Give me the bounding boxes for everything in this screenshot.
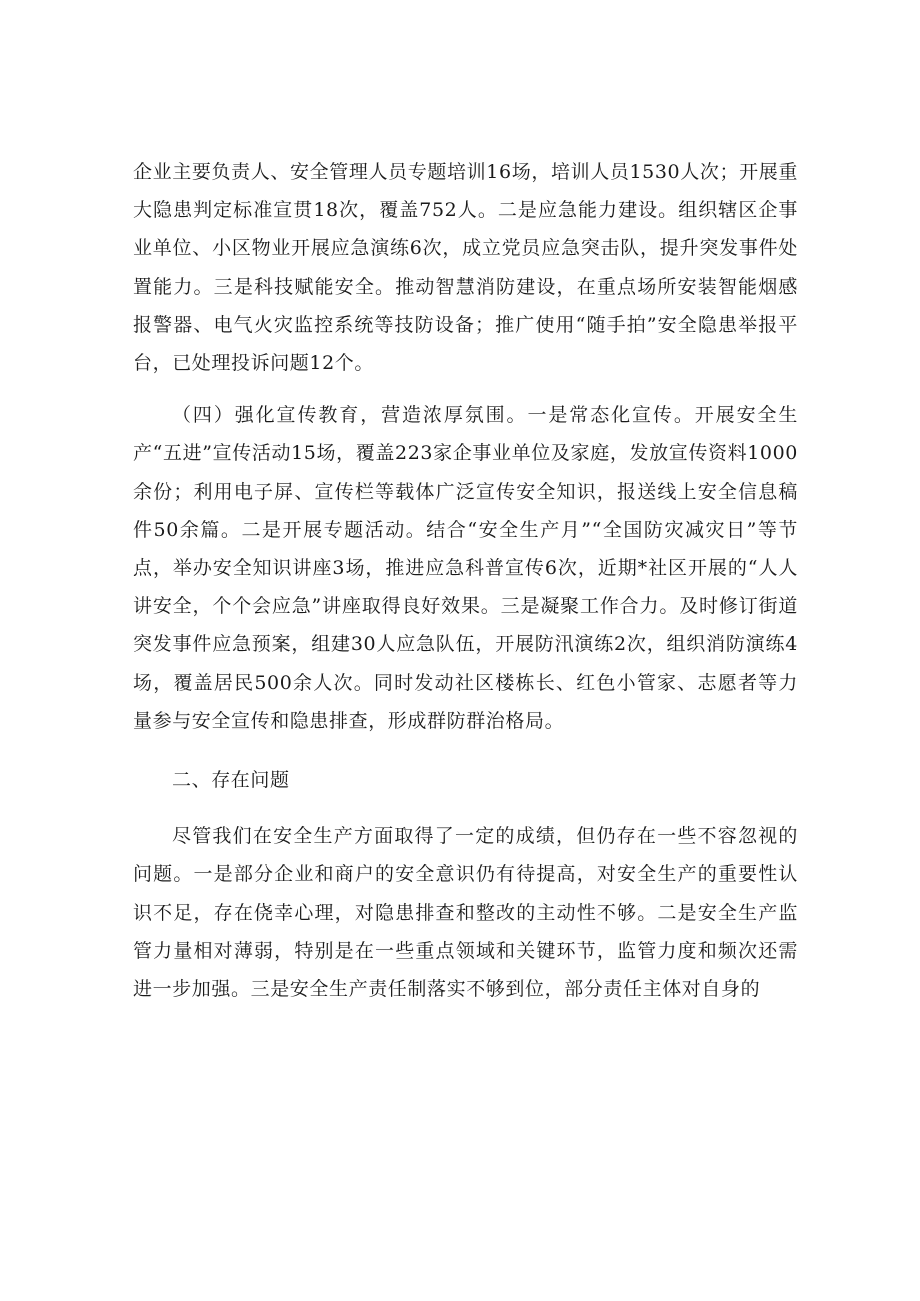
section-heading-existing-problems: 二、存在问题 [172, 769, 290, 792]
paragraph-publicity-education: （四）强化宣传教育，营造浓厚氛围。一是常态化宣传。开展安全生产“五进”宣传活动15场，覆盖223家企事业单位及家庭，发放宣传资料1000余份；利用电子屏、宣传栏等载体广泛宣传安全知识，报送线上安全信息稿件50余篇。二是开展专题活动。结合“安全生产月”“全国防灾减灾日”等节点，举办安全知识讲座3场，推进应急科普宣传6次，近期*社区开展的“人人讲安全，个个会应急”讲座取得良好效果。三是凝聚工作合力。及时修订街道突发事件应急预案，组建30人应急队伍，开展防汛演练2次，组织消防演练4场，覆盖居民500余人次。同时发动社区楼栋长、红色小管家、志愿者等力量参与安全宣传和隐患排查，形成群防群治格局。 [133, 404, 798, 732]
paragraph-existing-problems: 尽管我们在安全生产方面取得了一定的成绩，但仍存在一些不容忽视的问题。一是部分企业和商户的安全意识仍有待提高，对安全生产的重要性认识不足，存在侥幸心理，对隐患排查和整改的主动性不够。二是安全生产监管力量相对薄弱，特别是在一些重点领域和关键环节，监管力度和频次还需进一步加强。三是安全生产责任制落实不够到位，部分责任主体对自身的 [133, 825, 798, 1001]
paragraph-continuation: 企业主要负责人、安全管理人员专题培训16场，培训人员1530人次；开展重大隐患判定标准宣贯18次，覆盖752人。二是应急能力建设。组织辖区企事业单位、小区物业开展应急演练6次，成立党员应急突击队，提升突发事件处置能力。三是科技赋能安全。推动智慧消防建设，在重点场所安装智能烟感报警器、电气火灾监控系统等技防设备；推广使用“随手拍”安全隐患举报平台，已处理投诉问题12个。 [133, 161, 798, 375]
document-body [133, 153, 798, 1008]
